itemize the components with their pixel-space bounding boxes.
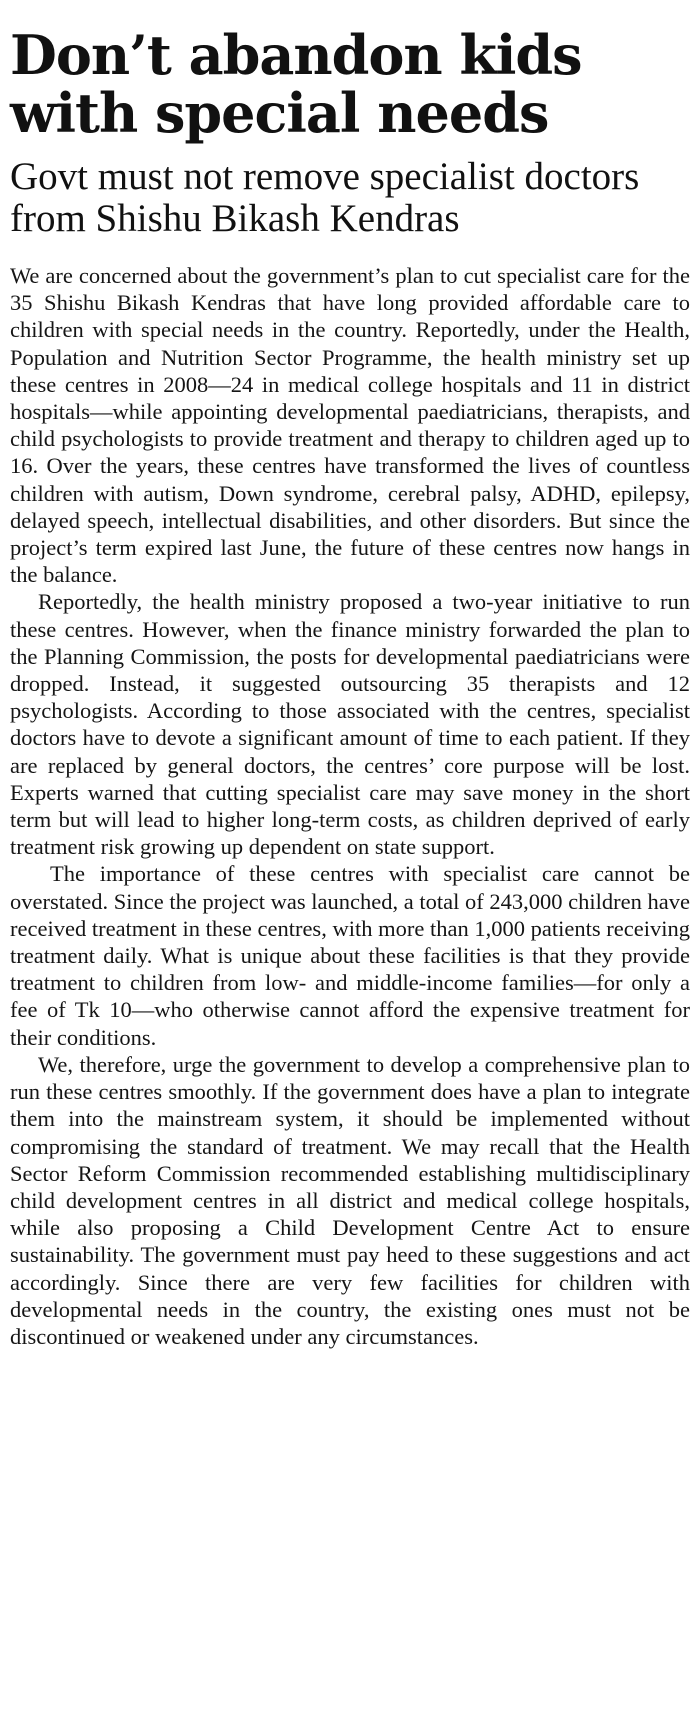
body-paragraph-3: The importance of these centres with specialist care cannot be overstated. Since the project was launched, a total of 243,000 children have received treatment in these centres, with more than 1,000 patients receiving treatment daily. What is unique about these facilities is that they provide treatment to children from low- and middle-income families—for only a fee of Tk 10—who otherwise cannot afford the expensive treatment for their conditions.: [10, 861, 690, 1050]
headline: Don’t abandon kids with special needs: [10, 23, 582, 145]
body-paragraph-4: We, therefore, urge the government to develop a comprehensive plan to run these centres smoothly. If the government does have a plan to integrate them into the mainstream system, it should be implemented without compromising the standard of treatment. We may recall that the Health Sector Reform Commission recommended establishing multidisciplinary child development centres in all district and medical college hospitals, while also proposing a Child Development Centre Act to ensure sustainability. The government must pay heed to these suggestions and act accordingly. Since there are very few facilities for children with developmental needs in the country, the existing ones must not be discontinued or weakened under any circumstances.: [10, 1051, 690, 1349]
body-paragraph-1: We are concerned about the government’s plan to cut specialist care for the 35 Shishu Bikash Kendras that have long provided affordable care to children with special needs in the country. Reportedly, under the Health, Population and Nutrition Sector Programme, the health ministry set up these centres in 2008—24 in medical college hospitals and 11 in district hospitals—while appointing developmental paediatricians, therapists, and child psychologists to provide treatment and therapy to children aged up to 16. Over the years, these centres have transformed the lives of countless children with autism, Down syndrome, cerebral palsy, ADHD, epilepsy, delayed speech, intellectual disabilities, and other disorders. But since the project’s term expired last June, the future of these centres now hangs in the balance.: [10, 263, 690, 588]
subheadline: Govt must not remove specialist doctors from Shishu Bikash Kendras: [10, 155, 640, 240]
body-paragraph-2: Reportedly, the health ministry proposed a two-year initiative to run these centres. However, when the finance ministry forwarded the plan to the Planning Commission, the posts for developmental paediatricians were dropped. Instead, it suggested outsourcing 35 therapists and 12 psychologists. According to those associated with the centres, specialist doctors have to devote a significant amount of time to each patient. If they are replaced by general doctors, the centres’ core purpose will be lost. Experts warned that cutting specialist care may save money in the short term but will lead to higher long-term costs, as children deprived of early treatment risk growing up dependent on state support.: [10, 589, 690, 860]
article-body: [10, 262, 690, 1350]
